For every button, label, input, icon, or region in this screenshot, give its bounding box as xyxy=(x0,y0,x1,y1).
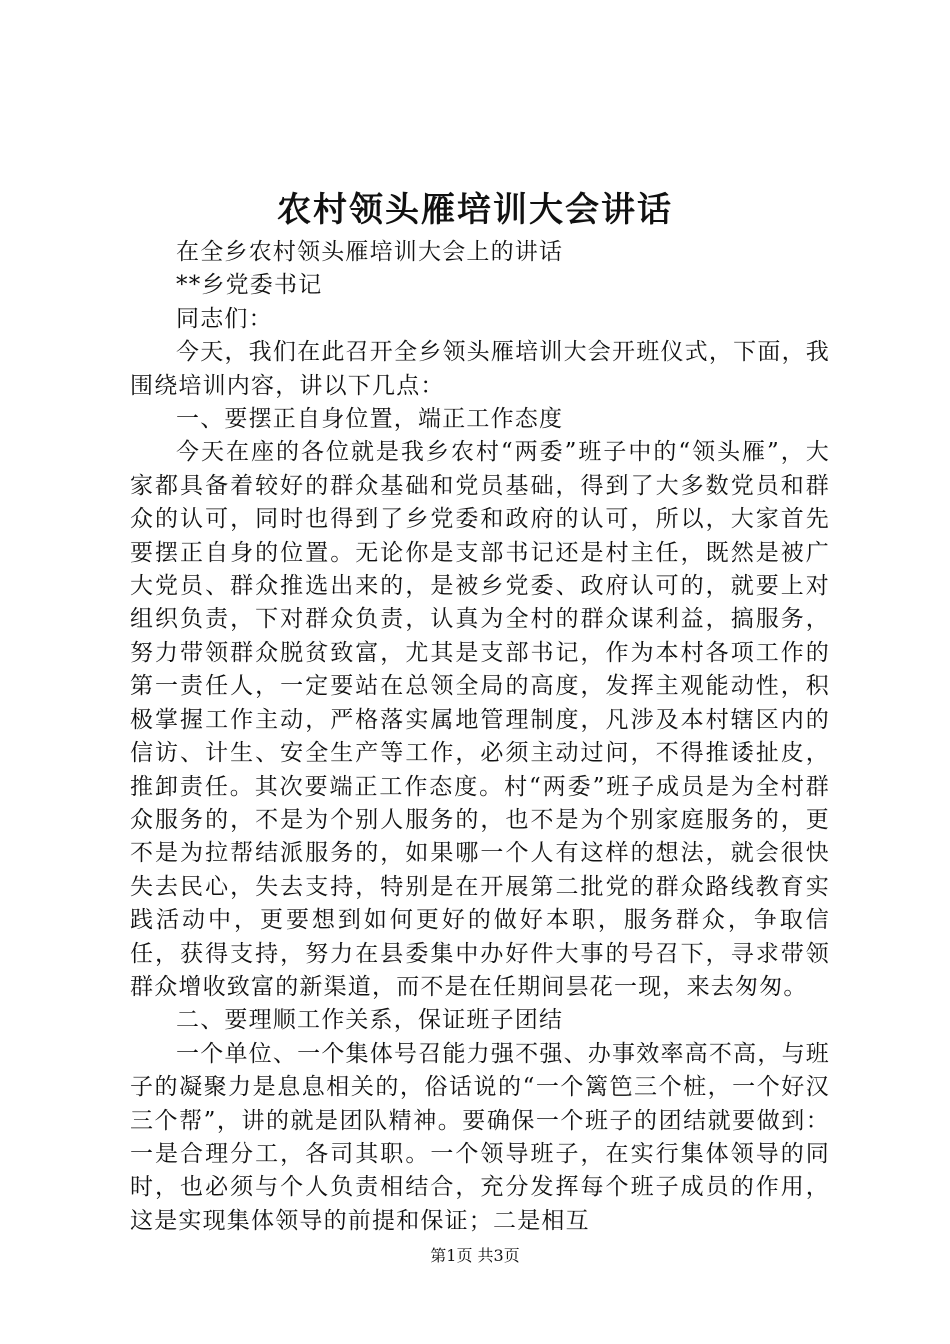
body-paragraph: 一个单位、一个集体号召能力强不强、办事效率高不高，与班子的凝聚力是息息相关的，俗话说的“一个篱笆三个桩，一个好汉三个帮”，讲的就是团队精神。要确保一个班子的团结就要做到：一是合理分工，各司其职。一个领导班子，在实行集体领导的同时，也必须与个人负责相结合，充分发挥每个班子成员的作用，这是实现集体领导的前提和保证；二是相互 xyxy=(130,1040,830,1234)
salutation: 同志们： xyxy=(176,305,273,332)
intro-paragraph: 今天，我们在此召开全乡领头雁培训大会开班仪式，下面，我围绕培训内容，讲以下几点： xyxy=(130,339,830,399)
document-title: 农村领头雁培训大会讲话 xyxy=(277,190,673,230)
document-body xyxy=(130,236,830,1238)
page-footer: 第1页 共3页 xyxy=(430,1246,520,1265)
body-paragraph: 今天在座的各位就是我乡农村“两委”班子中的“领头雁”，大家都具备着较好的群众基础和党员基础，得到了大多数党员和群众的认可，同时也得到了乡党委和政府的认可，所以，大家首先要摆正自身的位置。无论你是支部书记还是村主任，既然是被广大党员、群众推选出来的，是被乡党委、政府认可的，就要上对组织负责，下对群众负责，认真为全村的群众谋利益，搞服务，努力带领群众脱贫致富，尤其是支部书记，作为本村各项工作的第一责任人，一定要站在总领全局的高度，发挥主观能动性，积极掌握工作主动，严格落实属地管理制度，凡涉及本村辖区内的信访、计生、安全生产等工作，必须主动过问，不得推诿扯皮，推卸责任。其次要端正工作态度。村“两委”班子成员是为全村群众服务的，不是为个别人服务的，也不是为个别家庭服务的，更不是为拉帮结派服务的，如果哪一个人有这样的想法，就会很快失去民心，失去支持，特别是在开展第二批党的群众路线教育实践活动中，更要想到如何更好的做好本职，服务群众，争取信任，获得支持，努力在县委集中办好件大事的号召下，寻求带领群众增收致富的新渠道，而不是在任期间昙花一现，来去匆匆。 xyxy=(130,439,830,1000)
subtitle-line: 在全乡农村领头雁培训大会上的讲话 xyxy=(176,239,564,265)
section-heading-2: 二、要理顺工作关系，保证班子团结 xyxy=(176,1007,564,1034)
section-heading-1: 一、要摆正自身位置，端正工作态度 xyxy=(176,406,564,433)
speaker-line: **乡党委书记 xyxy=(176,272,323,299)
